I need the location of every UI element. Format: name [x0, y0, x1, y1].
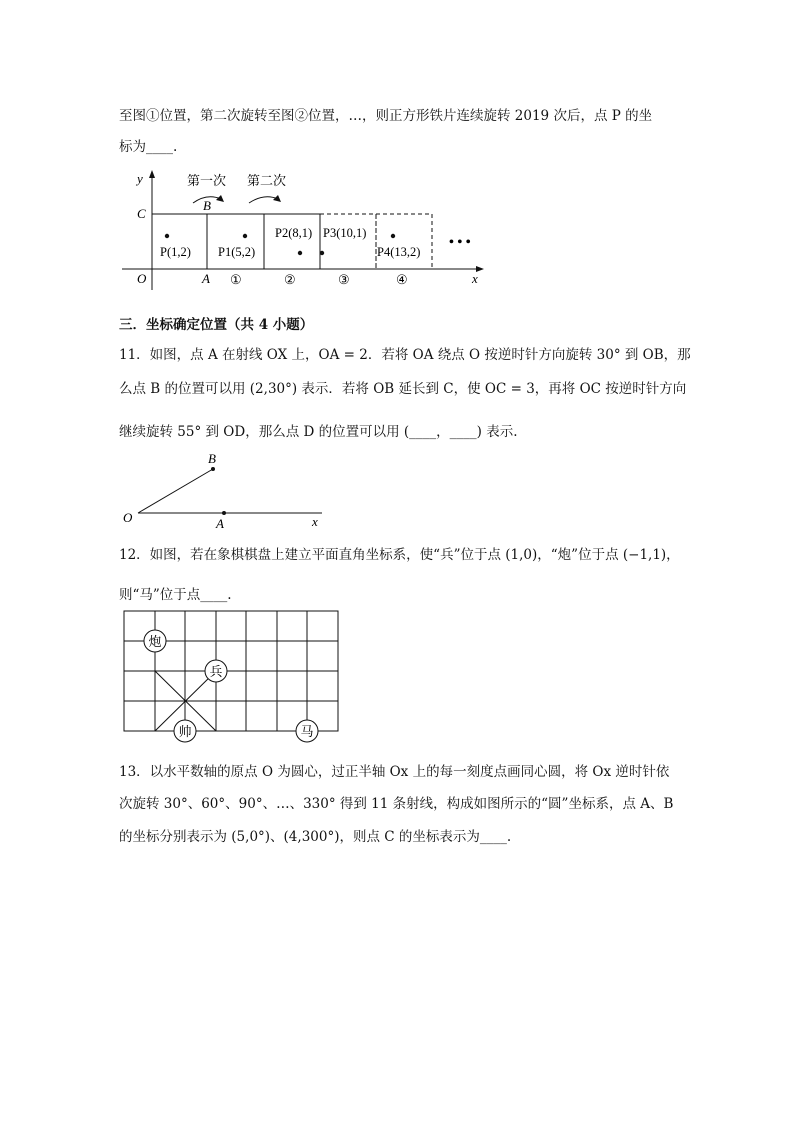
- point-p2-label: P2(8,1): [275, 226, 313, 240]
- fig11-a-label: A: [216, 516, 224, 531]
- fig10-c-label: C: [137, 206, 146, 221]
- q11-line-3: 继续旋转 55° 到 OD，那么点 D 的位置可以用 (____，____) 表示.: [119, 424, 518, 440]
- fig10-origin-label: O: [137, 271, 147, 286]
- svg-text:兵: 兵: [209, 664, 223, 679]
- piece-bing: [205, 660, 227, 682]
- section-3-heading: 三．坐标确定位置（共 4 小题）: [119, 317, 314, 333]
- position-number-2: ②: [284, 272, 296, 287]
- continuation-dots: • • •: [449, 235, 471, 250]
- position-number-3: ③: [338, 272, 350, 287]
- fig10-a-label: A: [202, 271, 210, 286]
- q12-line-1: 12．如图，若在象棋棋盘上建立平面直角坐标系，使“兵”位于点 (1,0)，“炮”位于点 (−1,1)，: [119, 547, 680, 563]
- q12-line-2: 则“马”位于点____.: [119, 587, 232, 603]
- first-rotation-label: 第一次: [187, 173, 227, 188]
- fig11-x-label: x: [312, 514, 318, 529]
- point-p3-label: P3(10,1): [323, 226, 367, 240]
- q13-line-2: 次旋转 30°、60°、90°、…、330° 得到 11 条射线，构成如图所示的“圆”坐标系，点 A、B: [119, 796, 674, 812]
- q11-line-2: 么点 B 的位置可以用 (2,30°) 表示．若将 OB 延长到 C，使 OC = 3，再将 OC 按逆时针方向: [119, 381, 687, 397]
- q10-line-1: 至图①位置，第二次旋转至图②位置，…，则正方形铁片连续旋转 2019 次后，点 P 的坐: [119, 108, 653, 124]
- second-rotation-label: 第二次: [247, 173, 287, 188]
- point-p1-label: P1(5,2): [218, 245, 256, 259]
- q11-line-1: 11．如图，点 A 在射线 OX 上，OA = 2．若将 OA 绕点 O 按逆时针方向旋转 30° 到 OB，那: [119, 347, 691, 363]
- fig11-b-label: B: [208, 451, 216, 466]
- q13-line-3: 的坐标分别表示为 (5,0°)、(4,300°)，则点 C 的坐标表示为____.: [119, 829, 512, 845]
- fig10-b-label: B: [203, 198, 211, 213]
- piece-pao: [144, 630, 166, 652]
- fig10-x-label: x: [472, 271, 478, 286]
- svg-text:马: 马: [300, 724, 314, 739]
- fig10-y-label: y: [137, 171, 143, 186]
- fig11-o-label: O: [123, 510, 133, 525]
- q10-line-2: 标为____.: [119, 139, 178, 155]
- piece-ma: [296, 720, 318, 742]
- point-p-label: P(1,2): [160, 245, 191, 259]
- position-number-1: ①: [230, 272, 242, 287]
- point-p4-label: P4(13,2): [377, 245, 421, 259]
- svg-text:炮: 炮: [148, 634, 162, 649]
- q13-line-1: 13．以水平数轴的原点 O 为圆心，过正半轴 Ox 上的每一刻度点画同心圆，将 Ox 逆时针依: [119, 764, 670, 780]
- piece-shuai: [174, 720, 196, 742]
- svg-text:帅: 帅: [178, 724, 192, 739]
- board-grid: [124, 611, 338, 731]
- position-number-4: ④: [396, 272, 408, 287]
